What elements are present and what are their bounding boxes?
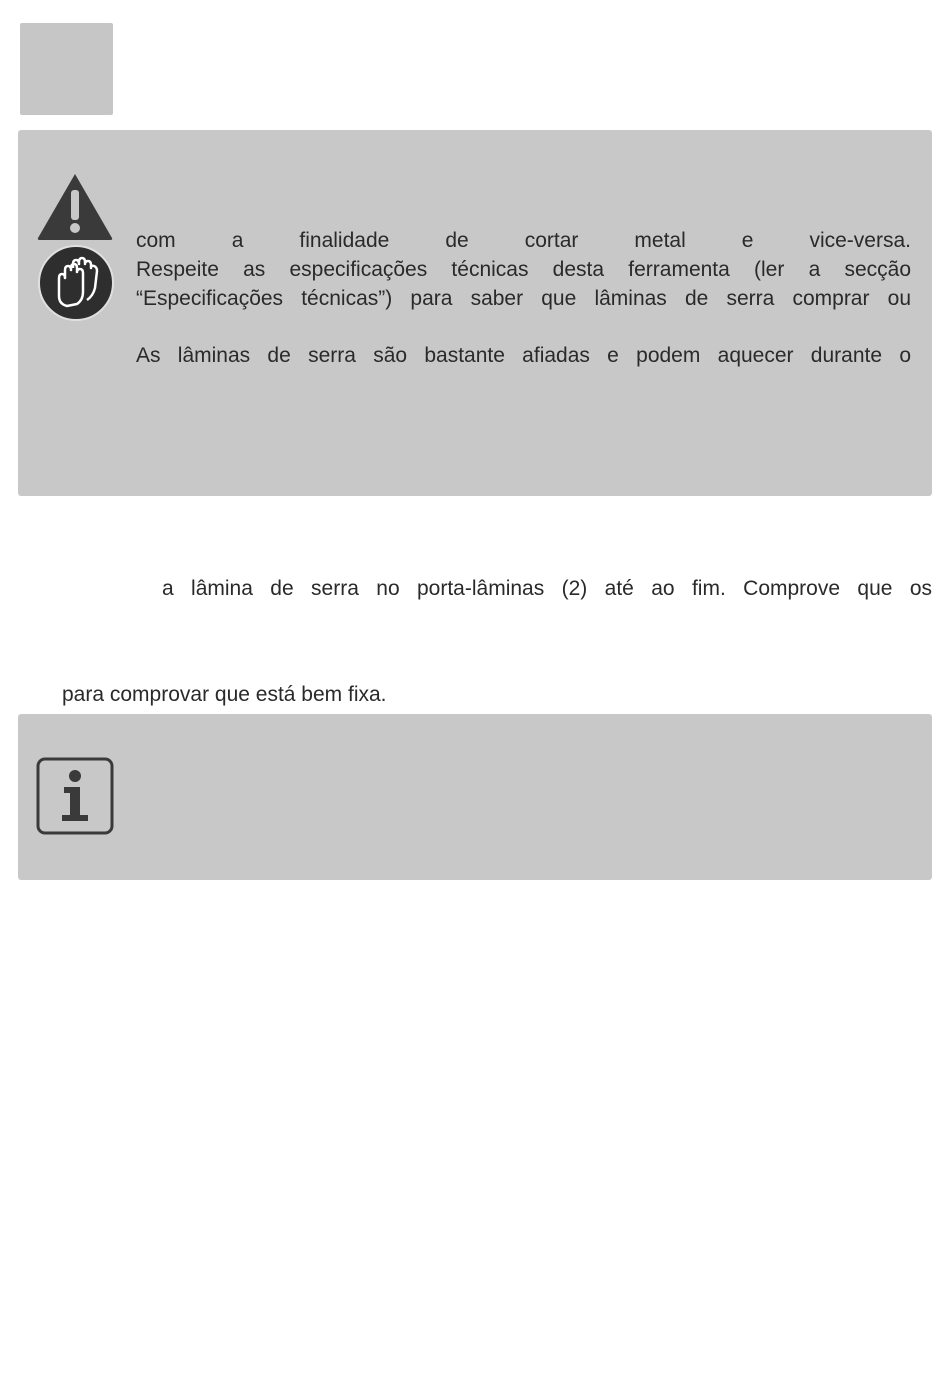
warning-line-1: com a finalidade de cortar metal e vice-versa.	[136, 229, 911, 252]
warning-line-2: Respeite as especificações técnicas desta ferramenta (ler a secção	[136, 258, 911, 281]
body-line-1: a lâmina de serra no porta-lâminas (2) até ao fim. Comprove que os	[162, 577, 932, 600]
protective-gloves-icon	[37, 244, 115, 322]
warning-box	[18, 130, 932, 496]
body-line-2: para comprovar que está bem fixa.	[62, 683, 387, 706]
page-tab-marker	[20, 23, 113, 115]
info-box	[18, 714, 932, 880]
warning-triangle-icon	[36, 172, 114, 242]
warning-line-4: As lâminas de serra são bastante afiadas e podem aquecer durante o	[136, 344, 911, 367]
info-icon	[36, 757, 114, 835]
warning-line-3: “Especificações técnicas”) para saber que lâminas de serra comprar ou	[136, 287, 911, 310]
